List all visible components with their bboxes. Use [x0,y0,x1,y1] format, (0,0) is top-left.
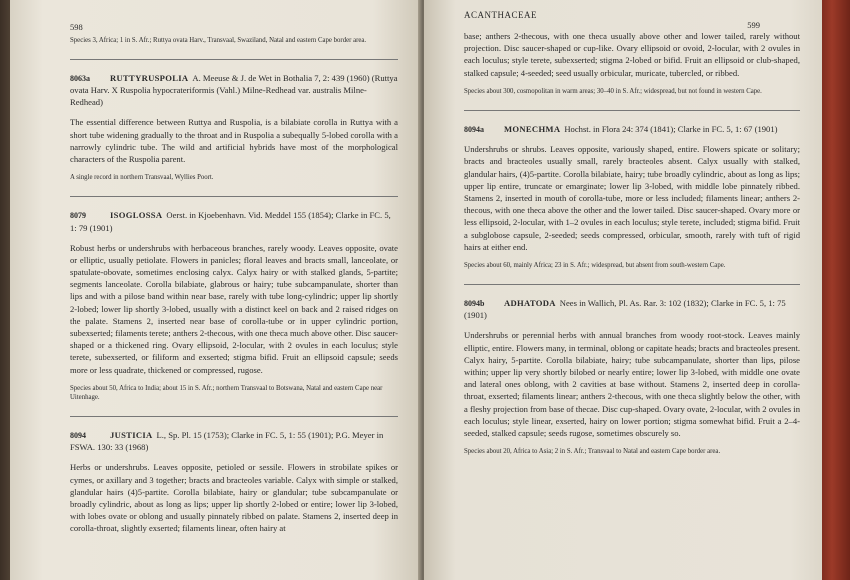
divider [464,110,800,111]
divider [464,284,800,285]
genus-name: JUSTICIA [110,430,153,441]
genus-name: RUTTYRUSPOLIA [110,73,189,84]
right-carry-description: base; anthers 2-thecous, with one theca usually above other and lower tailed, rarely without projection. Disc saucer-shaped or cup-like. Ovary ellipsoid or ovoid, 2-locular, with 2 ovules in each loculus; style terete, subexserted; stigma 2-lobed or bifid. Fruit an ellipsoid or club-shaped, stalked capsule; 4-seeded; seed usually orbicular, muricate, tubercled, or ribbed. [464,31,800,78]
entry-citation: L., Sp. Pl. 15 (1753); Clarke in FC. 5, 1: 55 (1901); P.G. Meyer in FSWA. 130: 33 (1968) [70,430,384,453]
entry-header-isoglossa [70,209,398,233]
entry-header-adhatoda [464,297,800,321]
genus-name: ADHATODA [504,298,556,309]
entry-description: Herbs or undershrubs. Leaves opposite, petioled or sessile. Flowers in strobilate spikes or cymes, or axillary and 3 together; bracts and bracteoles variable. Calyx with simple or stalked, glandular hairs (4)5-partite. Corolla bilabiate, hairy or glandular; tube subcampanulate or broadly cylindric, about as long as lips; upper lip shortly 2-lobed or entire; lower lip 3-lobed, with lobes ovate or oblong and usually pinnately ribbed on palate. Stamens 2, inserted deep in corolla-throat, slightly exserted; filaments linear, often hairy at [70,462,398,534]
left-carry-note: Species 3, Africa; 1 in S. Afr.; Ruttya ovata Harv., Transvaal, Swaziland, Natal and eastern Cape border area. [70,37,367,44]
entry-distribution-note: Species about 50, Africa to India; about 15 in S. Afr.; northern Transvaal to Botswana, Natal and eastern Cape near Uitenhage. [70,384,383,402]
right-carry-note: Species about 300, cosmopolitan in warm areas; 30–40 in S. Afr.; widespread, but not found in western Cape. [464,87,762,95]
genus-name: ISOGLOSSA [110,210,163,221]
entry-citation: Hochst. in Flora 24: 374 (1841); Clarke in FC. 5, 1: 67 (1901) [564,123,778,134]
entry-number: 8094b [464,299,485,309]
right-page-number: 599 [747,20,760,30]
right-page [424,0,822,580]
book-cover-edge [820,0,850,580]
running-head: ACANTHACEAE [464,10,537,20]
entry-description: Undershrubs or perennial herbs with annual branches from woody root-stock. Leaves mainly elliptic, entire. Flowers many, in terminal, oblong or capitate heads; bracts and bracteoles present. Calyx hairy, 5-partite. Corolla bilabiate, hairy; tube subcampanulate, shorter than lips, pilose within; upper lip very shortly bilobed or nearly entire; lower lip 3-lobed, with middle one ovate and lateral ones oblong, with 2 cavities at base without. Stamens 2, inserted deep in corolla-throat, exserted; filaments linear; anthers 2-thecous, with one theca slightly below the other, with a fleshy projection from base of thecae. Disc cup-shaped. Ovary ovate, 2-locular, with 2 ovules in each loculus; style linear, exserted, hairy on lower portion; stigma somewhat bifid. Fruit a 2–4-seeded, stalked capsule; seeds rugose, sometimes obscurely so. [464,330,800,439]
entry-description: Undershrubs or shrubs. Leaves opposite, variously shaped, entire. Flowers spicate or solitary; bracts and bracteoles usually small, rarely bracteoles absent. Calyx usually with stalked, glandular hairs, (4)5-partite. Corolla bilabiate, hairy; tube broadly cylindric, about as long as lips; upper lip entire, truncate or emarginate; lower lip 3-lobed, with middle lobe pinnately ribbed. Stamens 2, inserted in mouth of corolla-tube, more or less included; filaments linear; anthers 2-thecous, with one theca above the other and the lower tailed. Disc saucer-shaped. Ovary more or less ellipsoid, 2-locular, with 1–2 ovules in each loculus; style terete, included; stigma bifid. Fruit a subglobose capsule, 2-seeded; seeds compressed, orbicular, smooth, rarely with tuft of rigid hairs at either end. [464,144,800,252]
entry-number: 8063a [70,74,90,84]
entry-citation: Nees in Wallich, Pl. As. Rar. 3: 102 (1832); Clarke in FC. 5, 1: 75 (1901) [464,298,786,321]
entry-number: 8094 [70,431,86,441]
divider [70,196,398,197]
left-page [10,0,422,580]
entry-distribution-note: Species about 60, mainly Africa; 23 in S. Afr.; widespread, but absent from south-western Cape. [464,262,726,269]
entry-description: Robust herbs or undershrubs with herbaceous branches, rarely woody. Leaves opposite, ovate or elliptic, usually petiolate. Flowers in panicles; floral leaves and bracts small, lanceolate, or spatulate-obovate, sometimes enclosing calyx. Calyx hairy or with stalked glands, 5-partite; segments lanceolate. Corolla bilabiate, glabrous or hairy; tube subcampanulate, shorter than lips and with a pilose band within near base, rarely with tube long-cylindric; upper lip shortly 2-lobed; lower lip shortly 3-lobed, usually with a distinct keel on back and 2 raised ridges on the palate. Stamens 2, inserted near base of corolla-tube or in upper cylindric portion, subexserted; filaments terete; anthers 2-thecous, with one theca much above other. Disc saucer-shaped or a thickened ring. Ovary ellipsoid, 2-locular, with 2 ovules in each loculus; style terete, subexserted, or filiform and exserted; stigma bifid. Fruit an ellipsoid capsule; seeds more or less quadrate, thickened or compressed, rugose. [70,242,398,375]
left-page-number: 598 [70,22,83,32]
entry-distribution-note: Species about 20, Africa to Asia; 2 in S. Afr.; Transvaal to Natal and eastern Cape border area. [464,448,721,456]
entry-number: 8094a [464,124,484,134]
entry-header-justicia [70,429,398,453]
entry-citation: A. Meeuse & J. de Wet in Bothalia 7, 2: 439 (1960) (Ruttya ovata Harv. X Ruspolia hypocrateriformis (Vahl.) Milne-Redhead var. australis Milne-Redhead) [70,73,398,108]
entry-citation: Oerst. in Kjoebenhavn. Vid. Meddel 155 (1854); Clarke in FC. 5, 1: 79 (1901) [70,210,391,233]
entry-number: 8079 [70,211,86,221]
divider [70,59,398,60]
genus-name: MONECHMA [504,123,561,134]
divider [70,416,398,417]
entry-distribution-note: A single record in northern Transvaal, Wyllies Poort. [70,174,214,182]
entry-description: The essential difference between Ruttya and Ruspolia, is a bilabiate corolla in Ruttya with a short tube widening gradually to the throat and in Ruspolia a subequally 5-lobed corolla with a narrowly cylindric tube. The wild and artificial hybrids have most of the morphological characters of the Ruspolia parent. [70,117,398,165]
entry-header-ruttyruspolia [70,72,398,108]
entry-header-monechma [464,123,800,135]
